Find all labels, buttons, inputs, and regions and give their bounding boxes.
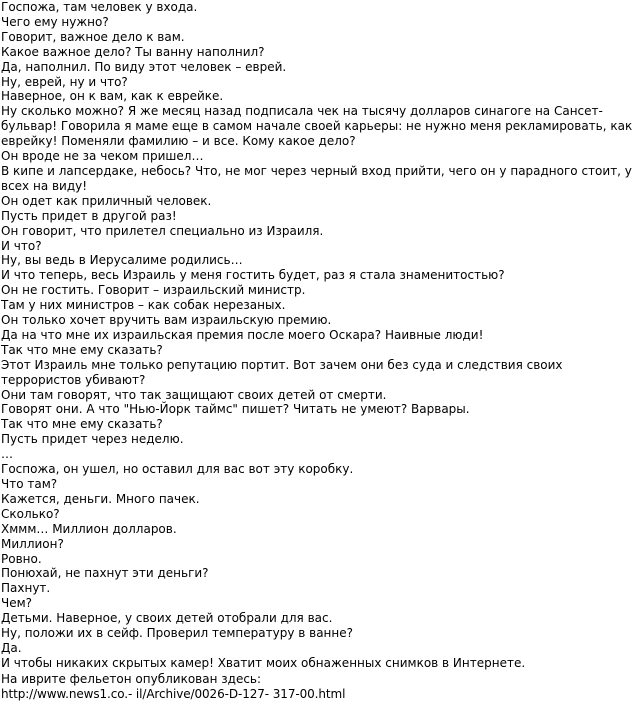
source-label: На иврите фельетон опубликован здесь:	[1, 671, 262, 686]
dialogue-line: Говорит, важное дело к вам.	[1, 29, 185, 44]
dialogue-line: Они там говорят, что так защищают своих детей от смерти.	[1, 387, 387, 402]
dialogue-line: Какое важное дело? Ты ванну наполнил?	[1, 44, 265, 59]
dialogue-line: Госпожа, там человек у входа.	[1, 0, 198, 14]
dialogue-line: Он не гостить. Говорит – израильский министр.	[1, 283, 306, 298]
dialogue-line: Ну сколько можно? Я же месяц назад подписала чек на тысячу долларов синагоге на Сансет-бульвар! Говорила я маме еще в самом начале своей карьеры: не нужно меня рекламировать, как еврейку! Поменяли фамилию – и все. Кому какое дело?	[1, 104, 633, 149]
dialogue-line: Да на что мне их израильская премия после моего Оскара? Наивные люди!	[1, 327, 484, 342]
dialogue-line: Наверное, он к вам, как к еврейке.	[1, 89, 224, 104]
dialogue-line: Да, наполнил. По виду этот человек – еврей.	[1, 59, 287, 74]
dialogue-line: Ровно.	[1, 551, 42, 566]
dialogue-line: Что там?	[1, 477, 58, 491]
source-link-row	[1, 687, 637, 702]
dialogue-line: И чтобы никаких скрытых камер! Хватит моих обнаженных снимков в Интернете.	[1, 655, 526, 670]
dialogue-line: Пахнут.	[1, 581, 51, 596]
dialogue-line: Сколько?	[1, 506, 60, 521]
dialogue-line: Он говорит, что прилетел специально из Израиля.	[1, 223, 324, 238]
source-link[interactable]: http://www.news1.co.- il/Archive/0026-D-127- 317-00.html	[1, 686, 346, 701]
dialogue-line: Чем?	[1, 596, 33, 611]
dialogue-line: …	[1, 447, 13, 462]
dialogue-line: Ну, еврей, ну и что?	[1, 74, 128, 89]
dialogue-line: Миллион?	[1, 536, 64, 551]
dialogue-line: Детьми. Наверное, у своих детей отобрали для вас.	[1, 611, 333, 626]
dialogue-line: В кипе и лапсердаке, небось? Что, не мог через черный вход прийти, чего он у парадного стоит, у всех на виду!	[1, 163, 632, 193]
dialogue-line: Пусть придет в другой раз!	[1, 208, 177, 223]
dialogue-line: Так что мне ему сказать?	[1, 417, 163, 432]
dialogue-line: Так что мне ему сказать?	[1, 342, 163, 357]
dialogue-line: Там у них министров – как собак нерезаных.	[1, 298, 286, 313]
dialogue-line: Пусть придет через неделю.	[1, 432, 184, 447]
dialogue-line: Этот Израиль мне только репутацию портит. Вот зачем они без суда и следствия своих террористов убивают?	[1, 357, 563, 387]
dialogue-line: Понюхай, не пахнут эти деньги?	[1, 566, 209, 581]
dialogue-line: Ну, вы ведь в Иерусалиме родились…	[1, 253, 243, 268]
dialogue-line: Он вроде не за чеком пришел…	[1, 149, 204, 164]
dialogue-line: Хммм… Миллион долларов.	[1, 521, 177, 536]
dialogue-line: Он одет как приличный человек.	[1, 193, 212, 208]
dialogue-line: И что?	[1, 238, 42, 253]
dialogue-line: Чего ему нужно?	[1, 14, 109, 29]
dialogue-line: Да.	[1, 640, 22, 655]
dialogue-line: Кажется, деньги. Много пачек.	[1, 491, 200, 506]
dialogue-line: Ну, положи их в сейф. Проверил температуру в ванне?	[1, 626, 353, 641]
dialogue-line: Госпожа, он ушел, но оставил для вас вот эту коробку.	[1, 462, 354, 477]
dialogue-line: Говорят они. А что "Нью-Йорк таймс" пишет? Читать не умеют? Варвары.	[1, 402, 470, 417]
dialogue-line: И что теперь, весь Израиль у меня гостить будет, раз я стала знаменитостью?	[1, 268, 505, 283]
dialogue-line: Он только хочет вручить вам израильскую премию.	[1, 313, 332, 328]
